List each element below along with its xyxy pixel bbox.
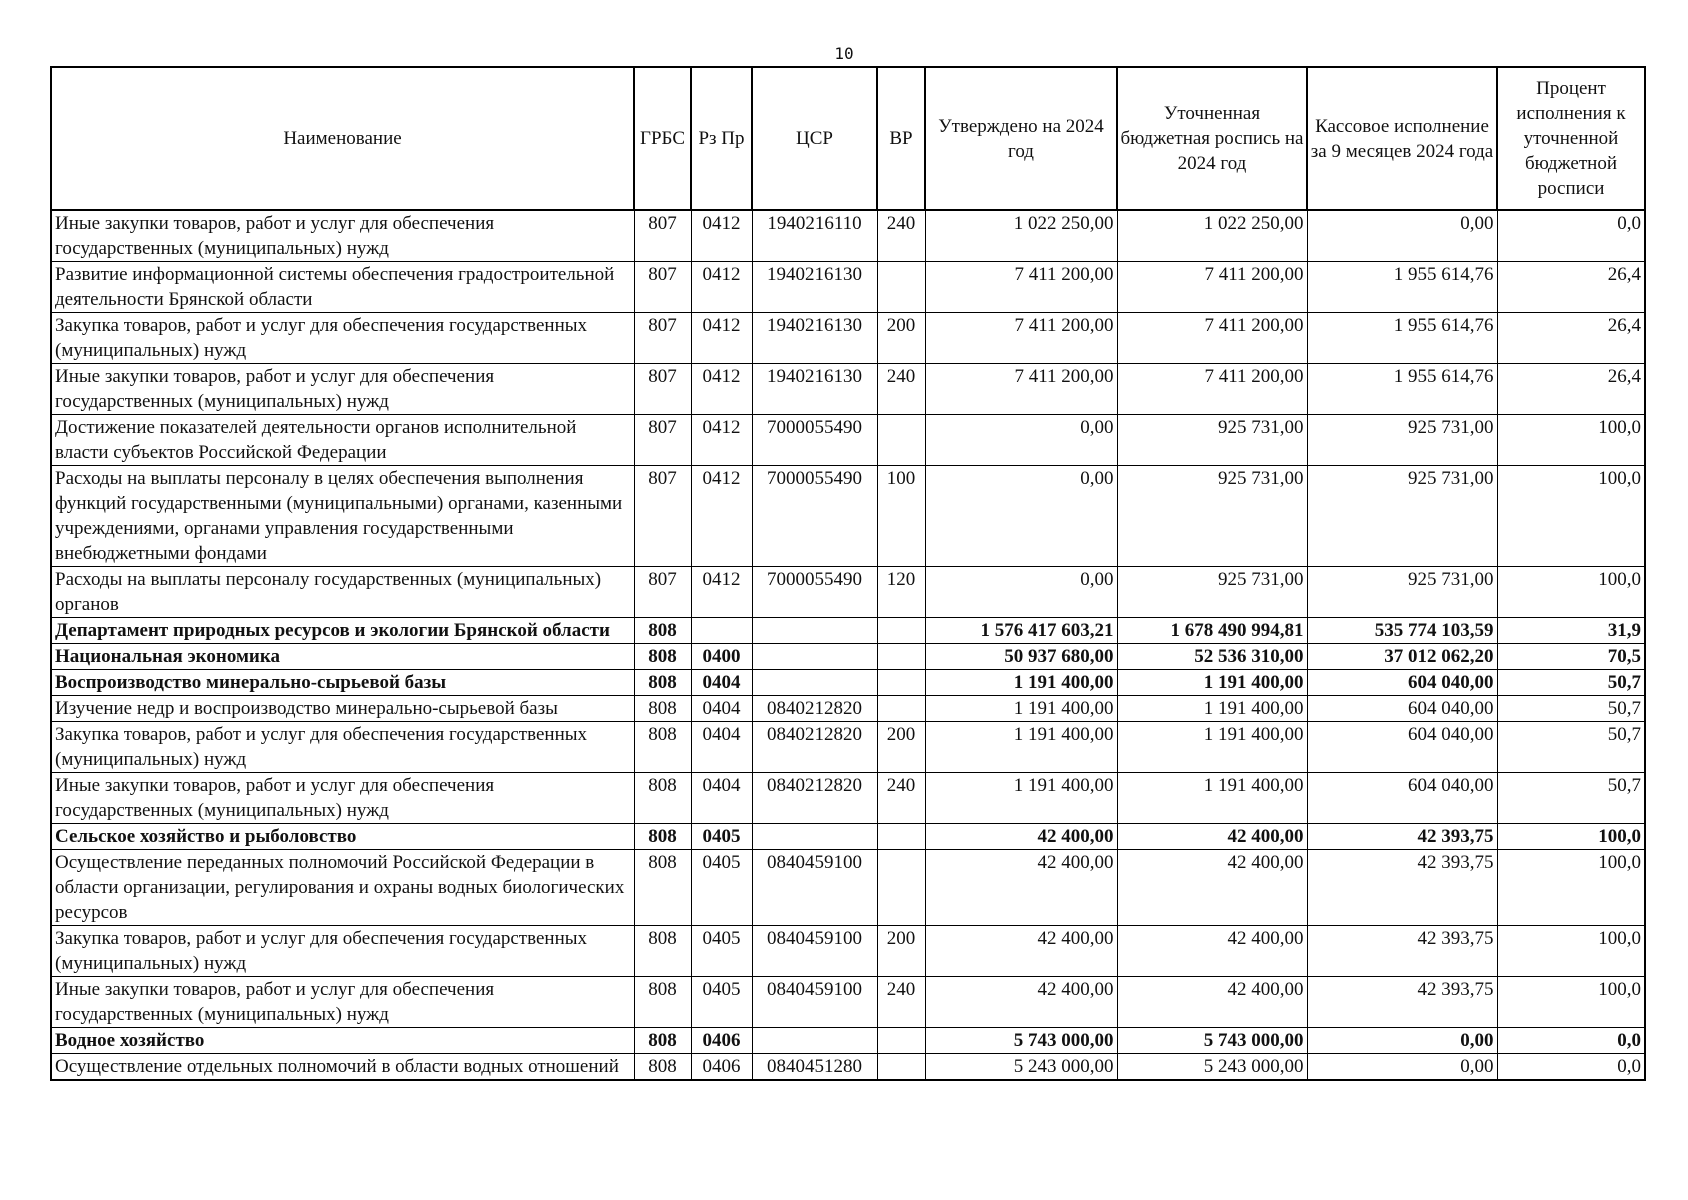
- cell-csr: [752, 670, 877, 696]
- cell-approved: 42 400,00: [925, 977, 1117, 1028]
- cell-approved: 0,00: [925, 567, 1117, 618]
- cell-name: Изучение недр и воспроизводство минерально-сырьевой базы: [51, 696, 634, 722]
- cell-percent: 100,0: [1497, 850, 1645, 926]
- cell-vr: [877, 1054, 925, 1081]
- cell-cash: 1 955 614,76: [1307, 364, 1497, 415]
- col-header-grbs: ГРБС: [634, 67, 691, 210]
- cell-percent: 100,0: [1497, 466, 1645, 567]
- cell-refined: 7 411 200,00: [1117, 364, 1307, 415]
- table-row: [51, 313, 1645, 364]
- cell-name: Иные закупки товаров, работ и услуг для обеспечения государственных (муниципальных) нужд: [51, 977, 634, 1028]
- cell-cash: 535 774 103,59: [1307, 618, 1497, 644]
- cell-rzpr: 0405: [691, 850, 752, 926]
- cell-refined: 5 743 000,00: [1117, 1028, 1307, 1054]
- cell-vr: 100: [877, 466, 925, 567]
- budget-execution-table: [50, 66, 1646, 1081]
- cell-cash: 925 731,00: [1307, 415, 1497, 466]
- cell-percent: 100,0: [1497, 567, 1645, 618]
- cell-name: Иные закупки товаров, работ и услуг для обеспечения государственных (муниципальных) нужд: [51, 364, 634, 415]
- cell-percent: 100,0: [1497, 824, 1645, 850]
- cell-name: Закупка товаров, работ и услуг для обеспечения государственных (муниципальных) нужд: [51, 313, 634, 364]
- cell-vr: 240: [877, 977, 925, 1028]
- cell-name: Расходы на выплаты персоналу в целях обеспечения выполнения функций государственными (муниципальными) органами, казенными учреждениями, органами управления государственными внебюджетными фондами: [51, 466, 634, 567]
- cell-cash: 0,00: [1307, 1028, 1497, 1054]
- table-row: [51, 618, 1645, 644]
- cell-vr: [877, 850, 925, 926]
- cell-vr: 120: [877, 567, 925, 618]
- cell-vr: [877, 696, 925, 722]
- cell-name: Закупка товаров, работ и услуг для обеспечения государственных (муниципальных) нужд: [51, 722, 634, 773]
- cell-percent: 50,7: [1497, 670, 1645, 696]
- cell-vr: 240: [877, 364, 925, 415]
- cell-grbs: 808: [634, 926, 691, 977]
- cell-rzpr: 0412: [691, 364, 752, 415]
- cell-cash: 37 012 062,20: [1307, 644, 1497, 670]
- cell-cash: 604 040,00: [1307, 722, 1497, 773]
- cell-name: Развитие информационной системы обеспечения градостроительной деятельности Брянской области: [51, 262, 634, 313]
- cell-name: Иные закупки товаров, работ и услуг для обеспечения государственных (муниципальных) нужд: [51, 773, 634, 824]
- cell-percent: 0,0: [1497, 210, 1645, 262]
- cell-rzpr: 0412: [691, 567, 752, 618]
- cell-cash: 1 955 614,76: [1307, 262, 1497, 313]
- cell-rzpr: 0405: [691, 977, 752, 1028]
- cell-name: Водное хозяйство: [51, 1028, 634, 1054]
- cell-percent: 100,0: [1497, 977, 1645, 1028]
- cell-cash: 42 393,75: [1307, 926, 1497, 977]
- cell-refined: 52 536 310,00: [1117, 644, 1307, 670]
- table-row: [51, 644, 1645, 670]
- cell-rzpr: 0404: [691, 670, 752, 696]
- cell-approved: 7 411 200,00: [925, 313, 1117, 364]
- cell-refined: 1 191 400,00: [1117, 722, 1307, 773]
- cell-vr: 200: [877, 313, 925, 364]
- cell-refined: 925 731,00: [1117, 415, 1307, 466]
- cell-grbs: 807: [634, 466, 691, 567]
- col-header-percent: Процент исполнения к уточненной бюджетной росписи: [1497, 67, 1645, 210]
- cell-cash: 604 040,00: [1307, 773, 1497, 824]
- cell-approved: 0,00: [925, 466, 1117, 567]
- cell-approved: 1 022 250,00: [925, 210, 1117, 262]
- table-row: [51, 696, 1645, 722]
- cell-name: Осуществление отдельных полномочий в области водных отношений: [51, 1054, 634, 1081]
- cell-percent: 31,9: [1497, 618, 1645, 644]
- cell-approved: 1 576 417 603,21: [925, 618, 1117, 644]
- cell-refined: 1 191 400,00: [1117, 670, 1307, 696]
- cell-rzpr: 0404: [691, 722, 752, 773]
- cell-name: Сельское хозяйство и рыболовство: [51, 824, 634, 850]
- cell-refined: 42 400,00: [1117, 926, 1307, 977]
- cell-approved: 1 191 400,00: [925, 722, 1117, 773]
- cell-rzpr: 0405: [691, 824, 752, 850]
- cell-refined: 42 400,00: [1117, 824, 1307, 850]
- cell-vr: [877, 824, 925, 850]
- cell-cash: 604 040,00: [1307, 696, 1497, 722]
- cell-rzpr: 0406: [691, 1054, 752, 1081]
- cell-cash: 42 393,75: [1307, 824, 1497, 850]
- cell-approved: 5 743 000,00: [925, 1028, 1117, 1054]
- cell-grbs: 807: [634, 262, 691, 313]
- cell-refined: 1 191 400,00: [1117, 773, 1307, 824]
- cell-grbs: 807: [634, 210, 691, 262]
- page-number: 10: [834, 44, 854, 63]
- cell-cash: 0,00: [1307, 210, 1497, 262]
- cell-cash: 925 731,00: [1307, 567, 1497, 618]
- cell-grbs: 808: [634, 618, 691, 644]
- cell-approved: 42 400,00: [925, 926, 1117, 977]
- cell-cash: 604 040,00: [1307, 670, 1497, 696]
- cell-grbs: 807: [634, 567, 691, 618]
- table-row: [51, 670, 1645, 696]
- cell-grbs: 808: [634, 644, 691, 670]
- cell-name: Расходы на выплаты персоналу государственных (муниципальных) органов: [51, 567, 634, 618]
- cell-csr: 0840459100: [752, 850, 877, 926]
- cell-vr: [877, 415, 925, 466]
- cell-rzpr: 0404: [691, 773, 752, 824]
- cell-csr: 0840212820: [752, 696, 877, 722]
- cell-vr: [877, 670, 925, 696]
- cell-approved: 1 191 400,00: [925, 696, 1117, 722]
- cell-rzpr: 0412: [691, 415, 752, 466]
- table-row: [51, 262, 1645, 313]
- cell-grbs: 807: [634, 313, 691, 364]
- cell-name: Иные закупки товаров, работ и услуг для обеспечения государственных (муниципальных) нужд: [51, 210, 634, 262]
- col-header-approved: Утверждено на 2024 год: [925, 67, 1117, 210]
- cell-approved: 1 191 400,00: [925, 670, 1117, 696]
- cell-csr: [752, 618, 877, 644]
- cell-name: Национальная экономика: [51, 644, 634, 670]
- cell-grbs: 808: [634, 850, 691, 926]
- cell-csr: 1940216130: [752, 364, 877, 415]
- cell-approved: 42 400,00: [925, 850, 1117, 926]
- cell-cash: 1 955 614,76: [1307, 313, 1497, 364]
- cell-csr: 0840212820: [752, 773, 877, 824]
- cell-grbs: 807: [634, 364, 691, 415]
- cell-percent: 100,0: [1497, 415, 1645, 466]
- col-header-vr: ВР: [877, 67, 925, 210]
- cell-grbs: 808: [634, 977, 691, 1028]
- cell-refined: 925 731,00: [1117, 567, 1307, 618]
- table-row: [51, 722, 1645, 773]
- cell-percent: 0,0: [1497, 1028, 1645, 1054]
- col-header-name: Наименование: [51, 67, 634, 210]
- cell-percent: 100,0: [1497, 926, 1645, 977]
- cell-refined: 1 678 490 994,81: [1117, 618, 1307, 644]
- table-row: [51, 850, 1645, 926]
- cell-refined: 1 022 250,00: [1117, 210, 1307, 262]
- cell-cash: 925 731,00: [1307, 466, 1497, 567]
- cell-grbs: 808: [634, 1028, 691, 1054]
- cell-cash: 42 393,75: [1307, 850, 1497, 926]
- cell-grbs: 808: [634, 670, 691, 696]
- cell-rzpr: 0412: [691, 313, 752, 364]
- cell-percent: 50,7: [1497, 773, 1645, 824]
- cell-refined: 7 411 200,00: [1117, 313, 1307, 364]
- cell-approved: 0,00: [925, 415, 1117, 466]
- cell-name: Осуществление переданных полномочий Российской Федерации в области организации, регулирования и охраны водных биологических ресурсов: [51, 850, 634, 926]
- cell-rzpr: 0405: [691, 926, 752, 977]
- cell-csr: 0840451280: [752, 1054, 877, 1081]
- cell-percent: 50,7: [1497, 696, 1645, 722]
- header-row: [51, 67, 1645, 210]
- cell-vr: [877, 618, 925, 644]
- cell-csr: 7000055490: [752, 567, 877, 618]
- cell-rzpr: 0412: [691, 210, 752, 262]
- cell-name: Закупка товаров, работ и услуг для обеспечения государственных (муниципальных) нужд: [51, 926, 634, 977]
- table-body: [51, 210, 1645, 1080]
- cell-name: Достижение показателей деятельности органов исполнительной власти субъектов Российской Федерации: [51, 415, 634, 466]
- cell-approved: 7 411 200,00: [925, 262, 1117, 313]
- cell-grbs: 807: [634, 415, 691, 466]
- cell-csr: 1940216130: [752, 262, 877, 313]
- cell-percent: 70,5: [1497, 644, 1645, 670]
- table-row: [51, 926, 1645, 977]
- cell-vr: [877, 1028, 925, 1054]
- cell-refined: 925 731,00: [1117, 466, 1307, 567]
- cell-rzpr: 0412: [691, 262, 752, 313]
- cell-vr: [877, 644, 925, 670]
- cell-rzpr: 0400: [691, 644, 752, 670]
- cell-vr: 200: [877, 926, 925, 977]
- col-header-refined: Уточненная бюджетная роспись на 2024 год: [1117, 67, 1307, 210]
- col-header-csr: ЦСР: [752, 67, 877, 210]
- cell-percent: 50,7: [1497, 722, 1645, 773]
- cell-csr: 0840459100: [752, 926, 877, 977]
- table-row: [51, 466, 1645, 567]
- cell-rzpr: 0404: [691, 696, 752, 722]
- cell-refined: 42 400,00: [1117, 977, 1307, 1028]
- cell-vr: 240: [877, 773, 925, 824]
- cell-grbs: 808: [634, 1054, 691, 1081]
- cell-rzpr: [691, 618, 752, 644]
- cell-name: Департамент природных ресурсов и экологии Брянской области: [51, 618, 634, 644]
- table-row: [51, 415, 1645, 466]
- table-row: [51, 824, 1645, 850]
- cell-refined: 1 191 400,00: [1117, 696, 1307, 722]
- cell-csr: [752, 1028, 877, 1054]
- cell-grbs: 808: [634, 722, 691, 773]
- cell-grbs: 808: [634, 696, 691, 722]
- cell-csr: [752, 644, 877, 670]
- cell-approved: 50 937 680,00: [925, 644, 1117, 670]
- table-row: [51, 210, 1645, 262]
- table-row: [51, 773, 1645, 824]
- cell-csr: 0840459100: [752, 977, 877, 1028]
- cell-csr: 1940216110: [752, 210, 877, 262]
- cell-rzpr: 0412: [691, 466, 752, 567]
- cell-csr: [752, 824, 877, 850]
- col-header-rzpr: Рз Пр: [691, 67, 752, 210]
- cell-csr: 0840212820: [752, 722, 877, 773]
- cell-refined: 7 411 200,00: [1117, 262, 1307, 313]
- table-row: [51, 364, 1645, 415]
- cell-refined: 5 243 000,00: [1117, 1054, 1307, 1081]
- cell-grbs: 808: [634, 773, 691, 824]
- cell-csr: 1940216130: [752, 313, 877, 364]
- cell-vr: 200: [877, 722, 925, 773]
- cell-percent: 26,4: [1497, 364, 1645, 415]
- cell-cash: 42 393,75: [1307, 977, 1497, 1028]
- col-header-cash: Кассовое исполнение за 9 месяцев 2024 года: [1307, 67, 1497, 210]
- table-row: [51, 1054, 1645, 1081]
- cell-approved: 1 191 400,00: [925, 773, 1117, 824]
- cell-rzpr: 0406: [691, 1028, 752, 1054]
- cell-percent: 26,4: [1497, 262, 1645, 313]
- cell-approved: 7 411 200,00: [925, 364, 1117, 415]
- table-header: [51, 67, 1645, 210]
- cell-percent: 26,4: [1497, 313, 1645, 364]
- cell-vr: [877, 262, 925, 313]
- cell-csr: 7000055490: [752, 466, 877, 567]
- cell-cash: 0,00: [1307, 1054, 1497, 1081]
- table-row: [51, 1028, 1645, 1054]
- cell-approved: 5 243 000,00: [925, 1054, 1117, 1081]
- cell-vr: 240: [877, 210, 925, 262]
- cell-refined: 42 400,00: [1117, 850, 1307, 926]
- cell-csr: 7000055490: [752, 415, 877, 466]
- cell-approved: 42 400,00: [925, 824, 1117, 850]
- table-row: [51, 567, 1645, 618]
- table-row: [51, 977, 1645, 1028]
- cell-name: Воспроизводство минерально-сырьевой базы: [51, 670, 634, 696]
- cell-grbs: 808: [634, 824, 691, 850]
- cell-percent: 0,0: [1497, 1054, 1645, 1081]
